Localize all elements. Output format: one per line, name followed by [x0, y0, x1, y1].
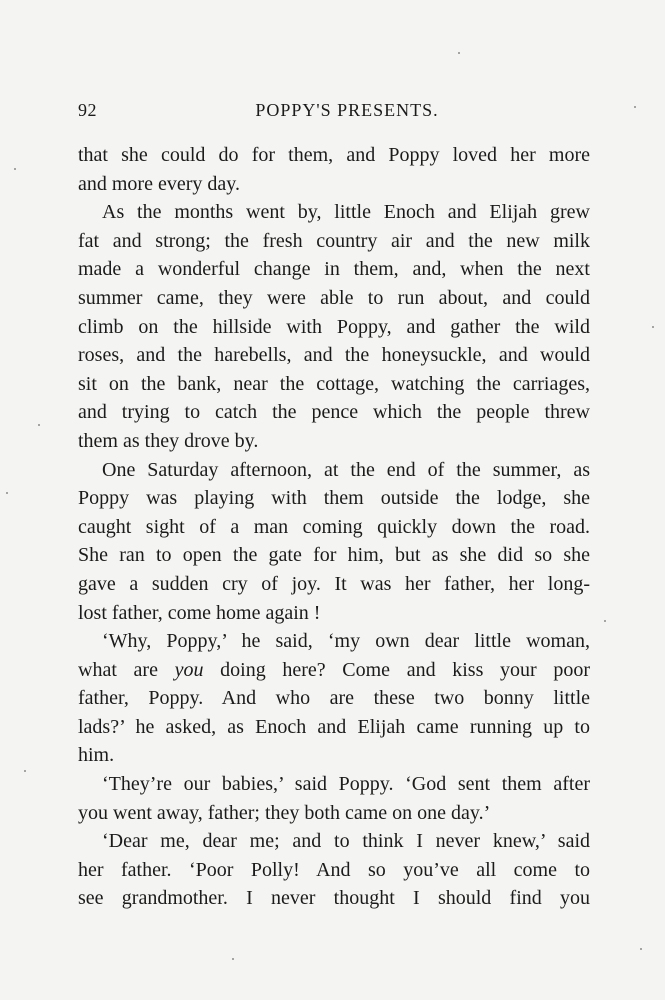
line-segment: what are — [78, 658, 175, 681]
text-line: fat and strong; the fresh country air and the new milk — [78, 229, 590, 252]
text-line: As the months went by, little Enoch and Elijah grew — [102, 201, 590, 224]
text-line: her father. ‘Poor Polly! And so you’ve all come to — [78, 858, 590, 881]
scan-speck — [14, 168, 16, 170]
text-line: see grandmother. I never thought I should find you — [78, 887, 590, 910]
text-line: and more every day. — [78, 172, 240, 195]
text-line: him. — [78, 744, 115, 767]
text-line: ‘Why, Poppy,’ he said, ‘my own dear little woman, — [102, 630, 590, 653]
text-line: and trying to catch the pence which the people threw — [78, 401, 590, 424]
text-line: lost father, come home again ! — [78, 601, 321, 624]
page-header — [78, 100, 590, 126]
text-line: She ran to open the gate for him, but as she did so she — [78, 544, 590, 567]
text-line: ‘Dear me, dear me; and to think I never knew,’ said — [102, 830, 590, 853]
text-line: father, Poppy. And who are these two bonny little — [78, 687, 590, 710]
text-line: you went away, father; they both came on one day.’ — [78, 801, 491, 824]
text-line: roses, and the harebells, and the honeysuckle, and would — [78, 344, 590, 367]
line-segment: doing here? Come and kiss your poor — [203, 658, 590, 681]
text-line: made a wonderful change in them, and, when the next — [78, 258, 590, 281]
scan-speck — [6, 492, 8, 494]
running-title: POPPY'S PRESENTS. — [255, 100, 439, 120]
scan-speck — [458, 52, 460, 54]
text-line: them as they drove by. — [78, 429, 259, 452]
scan-speck — [232, 958, 234, 960]
scan-speck — [634, 106, 636, 108]
scan-speck — [652, 326, 654, 328]
text-line: Poppy was playing with them outside the lodge, she — [78, 487, 590, 510]
text-line: One Saturday afternoon, at the end of the summer, as — [102, 458, 590, 481]
scan-speck — [24, 770, 26, 772]
text-line: lads?’ he asked, as Enoch and Elijah came running up to — [78, 715, 590, 738]
scan-speck — [38, 424, 40, 426]
emphasis-text: you — [174, 658, 204, 681]
text-line: gave a sudden cry of joy. It was her father, her long- — [78, 572, 590, 595]
text-line: caught sight of a man coming quickly down the road. — [78, 515, 590, 538]
text-line — [78, 656, 590, 685]
text-line: that she could do for them, and Poppy loved her more — [78, 144, 590, 166]
scan-speck — [604, 620, 606, 622]
scan-speck — [640, 948, 642, 950]
text-line: summer came, they were able to run about, and could — [78, 286, 590, 309]
text-line: climb on the hillside with Poppy, and gather the wild — [78, 315, 590, 338]
page-number: 92 — [78, 100, 97, 120]
text-line: sit on the bank, near the cottage, watching the carriages, — [78, 372, 590, 395]
text-line: ‘They’re our babies,’ said Poppy. ‘God sent them after — [102, 773, 590, 796]
body-text — [78, 141, 590, 913]
